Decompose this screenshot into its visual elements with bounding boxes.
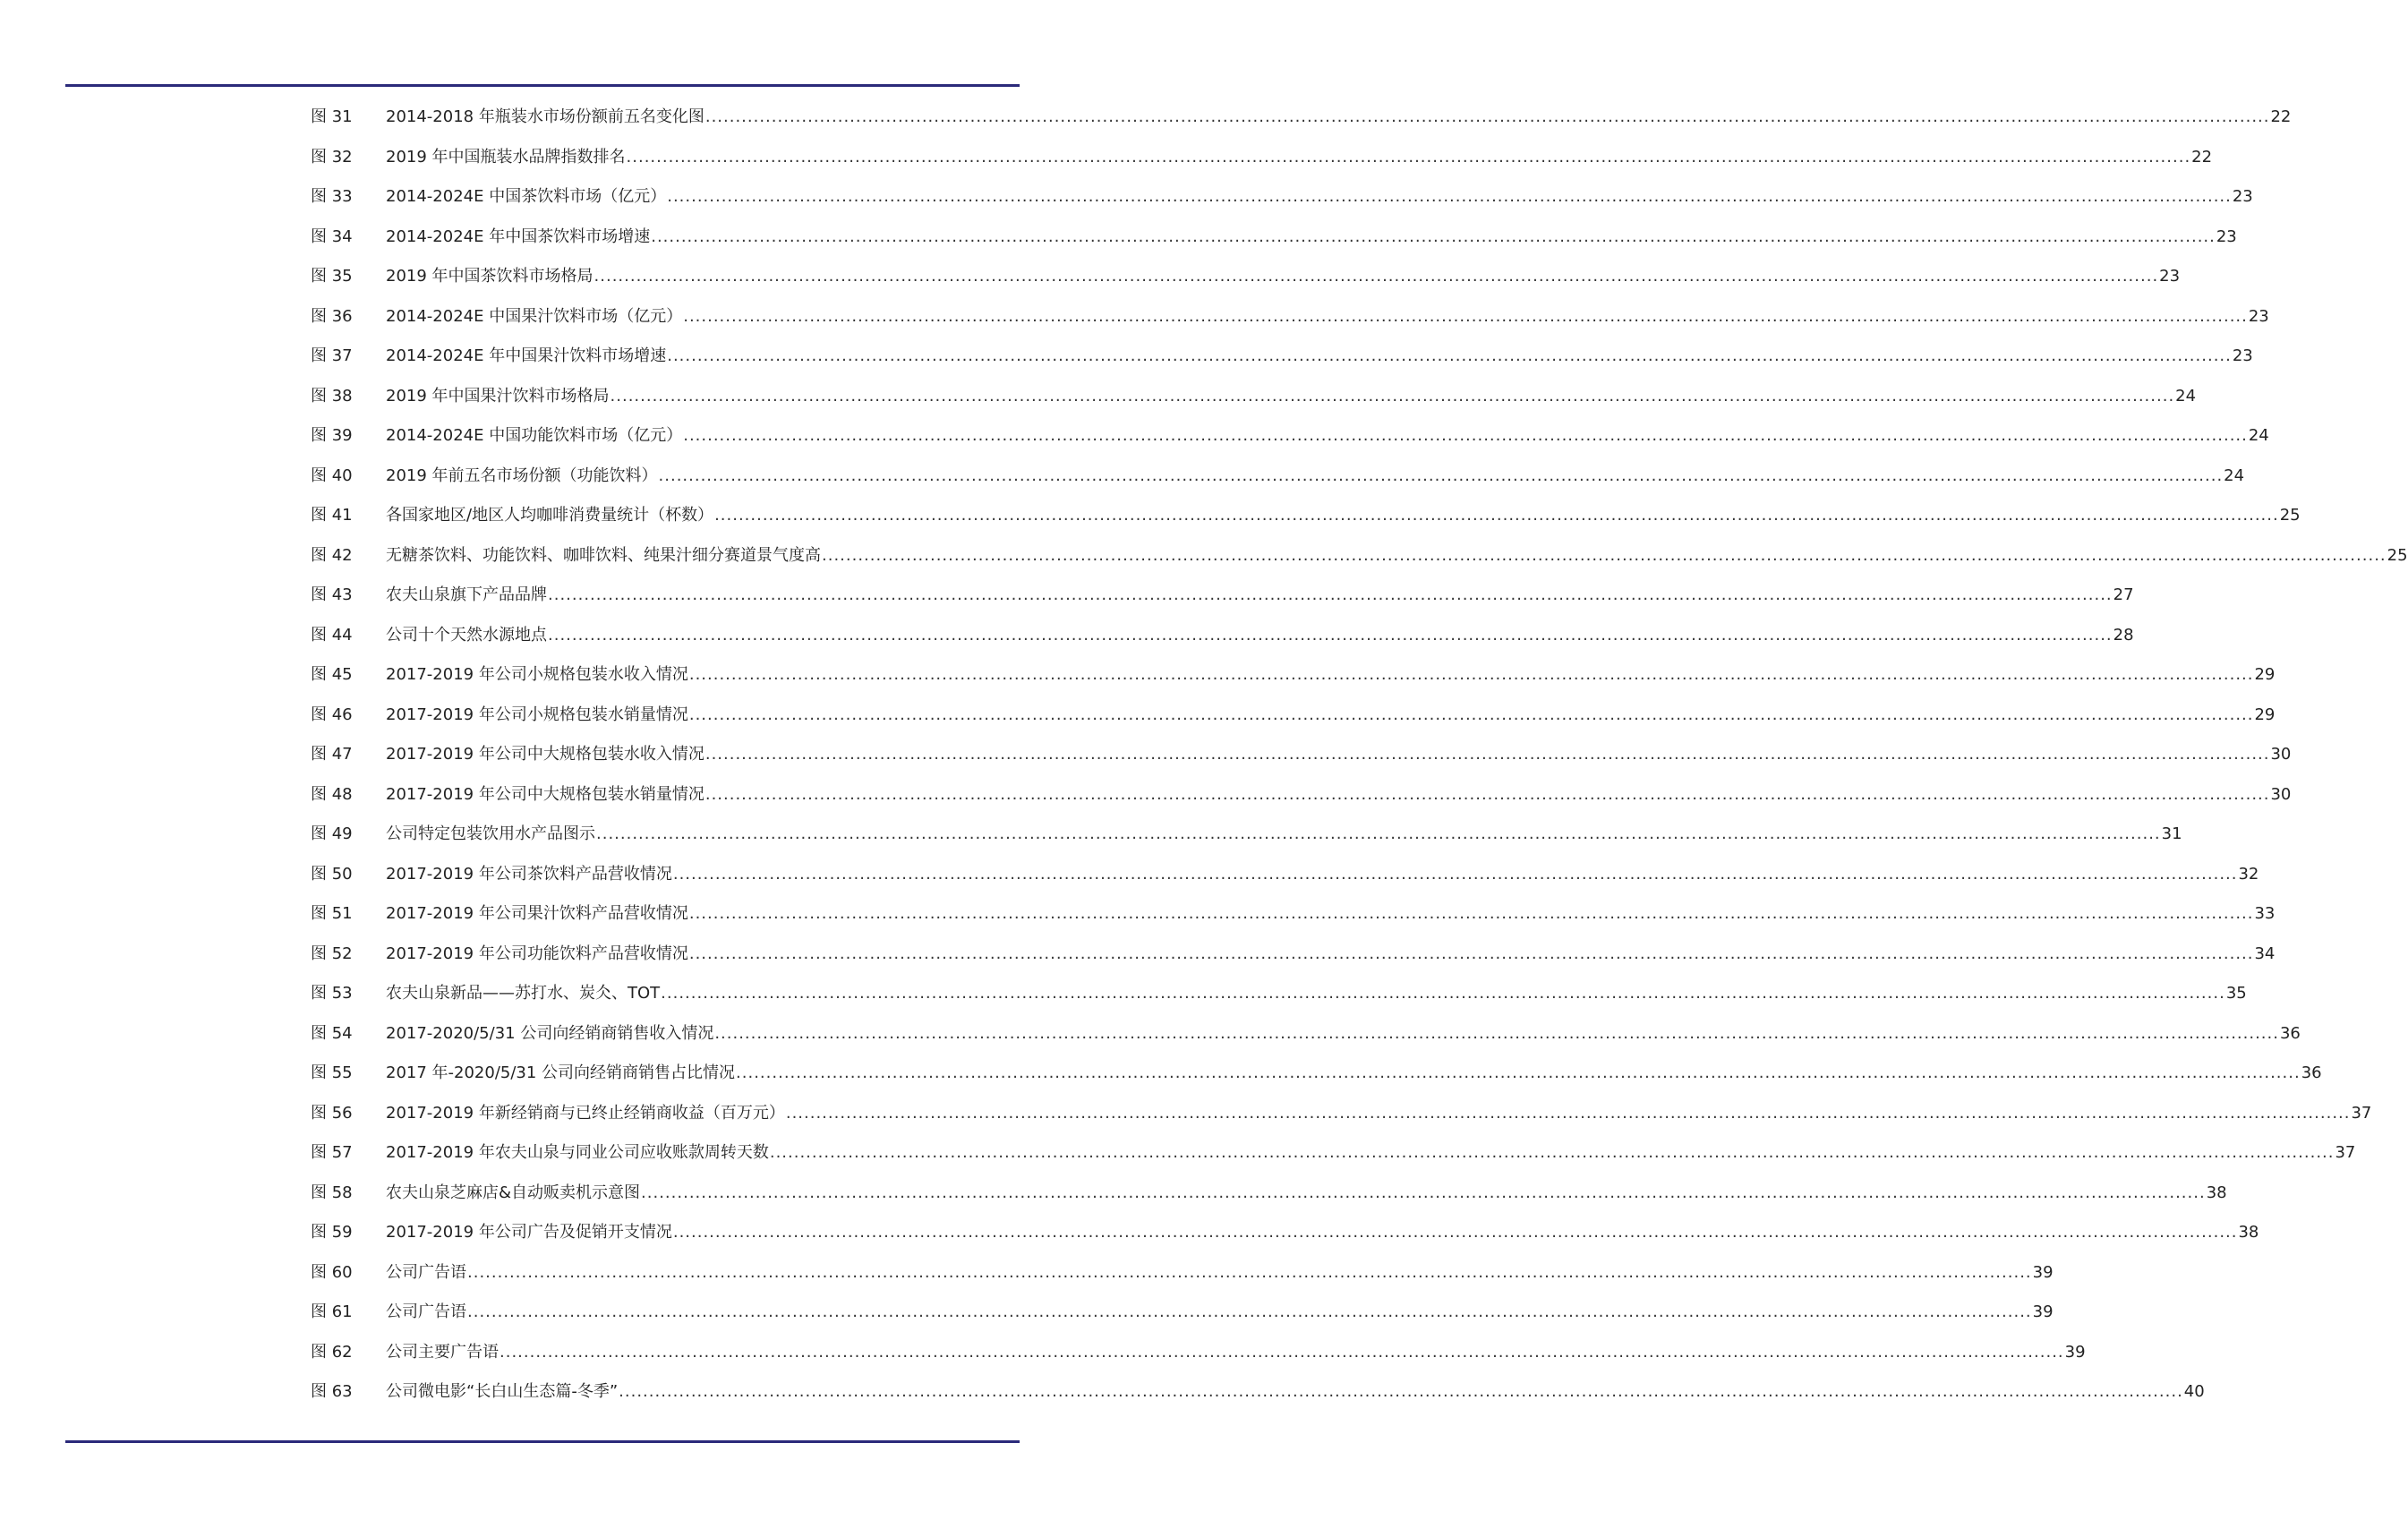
page-number: 24: [2248, 426, 2269, 445]
dot-leader: [547, 616, 2113, 656]
dot-leader: [713, 496, 2280, 536]
toc-entry[interactable]: [311, 377, 2197, 417]
dot-leader: [769, 1133, 2335, 1174]
dot-leader: [785, 1094, 2352, 1134]
page-number: 25: [2279, 506, 2301, 525]
toc-entry[interactable]: [311, 1213, 2259, 1253]
page-number: 23: [2159, 267, 2181, 286]
figure-title: 2019 年前五名市场份额（功能饮料）: [386, 465, 658, 485]
toc-entry[interactable]: [311, 257, 2181, 297]
toc-entry[interactable]: [311, 177, 2253, 218]
page-number: 37: [2335, 1143, 2356, 1162]
page-number: 39: [2032, 1262, 2054, 1282]
dot-leader: [704, 735, 2271, 775]
figure-number: 图 52: [311, 944, 353, 963]
figure-title: 2017-2019 年新经销商与已终止经销商收益（百万元）: [386, 1103, 785, 1123]
figure-number: 图 50: [311, 864, 353, 884]
toc-entry[interactable]: [311, 416, 2269, 457]
figure-number: 图 57: [311, 1143, 353, 1162]
dot-leader: [595, 815, 2162, 855]
dot-leader: [547, 576, 2113, 616]
toc-entry[interactable]: [311, 935, 2276, 975]
figure-number: 图 36: [311, 306, 353, 326]
figure-title: 公司主要广告语: [386, 1342, 499, 1362]
figure-number: 图 49: [311, 824, 353, 843]
page-number: 39: [2064, 1342, 2086, 1362]
figure-title: 农夫山泉新品——苏打水、炭仌、TOT: [386, 984, 661, 1003]
page-number: 38: [2238, 1223, 2259, 1242]
figure-title: 农夫山泉旗下产品品牌: [386, 585, 547, 604]
figure-title: 2017-2019 年公司果汁饮料产品营收情况: [386, 904, 688, 923]
dot-leader: [666, 337, 2233, 377]
toc-entry[interactable]: [311, 1054, 2322, 1094]
toc-entry[interactable]: [311, 1293, 2054, 1333]
figure-number: 图 32: [311, 147, 353, 167]
toc-entry[interactable]: [311, 337, 2253, 377]
dot-leader: [688, 894, 2255, 935]
figure-title: 2017 年-2020/5/31 公司向经销商销售占比情况: [386, 1063, 736, 1082]
figure-title: 2017-2019 年公司中大规格包装水销量情况: [386, 784, 704, 804]
page-number: 23: [2232, 187, 2253, 206]
figure-number: 图 62: [311, 1342, 353, 1362]
page-number: 38: [2206, 1183, 2227, 1202]
toc-entry[interactable]: [311, 297, 2269, 337]
page-number: 29: [2254, 704, 2276, 724]
figure-title: 公司广告语: [386, 1302, 466, 1321]
figure-number: 图 47: [311, 745, 353, 764]
toc-entry[interactable]: [311, 1174, 2227, 1214]
header-rule: [65, 84, 1020, 87]
figure-title: 2017-2019 年公司小规格包装水销量情况: [386, 704, 688, 724]
dot-leader: [672, 1213, 2239, 1253]
page-number: 40: [2183, 1382, 2205, 1401]
figure-number: 图 35: [311, 267, 353, 286]
figure-number: 图 54: [311, 1023, 353, 1043]
figure-number: 图 48: [311, 784, 353, 804]
dot-leader: [650, 218, 2216, 258]
page-number: 39: [2032, 1302, 2054, 1321]
figure-number: 图 38: [311, 386, 353, 406]
toc-entry[interactable]: [311, 1253, 2054, 1294]
dot-leader: [672, 855, 2239, 895]
figure-title: 2014-2024E 年中国果汁饮料市场增速: [386, 346, 667, 365]
figure-number: 图 31: [311, 107, 353, 126]
toc-entry[interactable]: [311, 775, 2292, 816]
page-number: 34: [2254, 944, 2276, 963]
figure-title: 2014-2024E 中国功能饮料市场（亿元）: [386, 426, 683, 445]
dot-leader: [666, 177, 2233, 218]
figure-number: 图 42: [311, 545, 353, 565]
figure-title: 2017-2020/5/31 公司向经销商销售收入情况: [386, 1023, 714, 1043]
dot-leader: [640, 1174, 2207, 1214]
figure-number: 图 43: [311, 585, 353, 604]
figure-number: 图 58: [311, 1183, 353, 1202]
toc-entry[interactable]: [311, 1094, 2372, 1134]
figure-title: 2019 年中国果汁饮料市场格局: [386, 386, 610, 406]
page-number: 24: [2175, 386, 2197, 406]
figure-title: 2014-2024E 年中国茶饮料市场增速: [386, 226, 651, 246]
dot-leader: [713, 1014, 2280, 1055]
figure-number: 图 51: [311, 904, 353, 923]
page-number: 23: [2232, 346, 2253, 365]
toc-entry[interactable]: [311, 1372, 2205, 1413]
dot-leader: [704, 775, 2271, 816]
page-number: 32: [2238, 864, 2259, 884]
page-number: 30: [2270, 745, 2292, 764]
figure-title: 2017-2019 年农夫山泉与同业公司应收账款周转天数: [386, 1143, 769, 1162]
figure-number: 图 46: [311, 704, 353, 724]
figure-number: 图 53: [311, 984, 353, 1003]
footer-rule: [65, 1440, 1020, 1443]
figure-number: 图 34: [311, 226, 353, 246]
page-number: 36: [2301, 1063, 2322, 1082]
page-number: 24: [2224, 465, 2245, 485]
figure-list: [311, 98, 2408, 1413]
toc-entry[interactable]: [311, 616, 2134, 656]
figure-title: 2019 年中国茶饮料市场格局: [386, 267, 593, 286]
figure-title: 公司特定包装饮用水产品图示: [386, 824, 595, 843]
dot-leader: [466, 1253, 2033, 1294]
page-number: 30: [2270, 784, 2292, 804]
figure-number: 图 55: [311, 1063, 353, 1082]
figure-title: 无糖茶饮料、功能饮料、咖啡饮料、纯果汁细分赛道景气度高: [386, 545, 821, 565]
toc-entry[interactable]: [311, 457, 2245, 497]
dot-leader: [610, 377, 2176, 417]
page-number: 31: [2161, 824, 2182, 843]
toc-entry[interactable]: [311, 1014, 2301, 1055]
toc-entry[interactable]: [311, 655, 2276, 696]
page-number: 23: [2248, 306, 2269, 326]
toc-entry[interactable]: [311, 894, 2276, 935]
dot-leader: [499, 1333, 2065, 1373]
page-number: 22: [2270, 107, 2292, 126]
page-number: 23: [2216, 226, 2237, 246]
figure-title: 2019 年中国瓶装水品牌指数排名: [386, 147, 626, 167]
page-number: 22: [2191, 147, 2213, 167]
page-number: 25: [2387, 545, 2408, 565]
figure-number: 图 40: [311, 465, 353, 485]
figure-title: 各国家地区/地区人均咖啡消费量统计（杯数）: [386, 506, 714, 525]
figure-title: 2017-2019 年公司茶饮料产品营收情况: [386, 864, 672, 884]
page-number: 28: [2113, 625, 2134, 645]
toc-entry[interactable]: [311, 536, 2408, 576]
toc-entry[interactable]: [311, 696, 2276, 736]
figure-title: 公司广告语: [386, 1262, 466, 1282]
toc-entry[interactable]: [311, 815, 2182, 855]
toc-entry[interactable]: [311, 576, 2134, 616]
toc-entry[interactable]: [311, 138, 2213, 178]
dot-leader: [688, 655, 2255, 696]
figure-title: 农夫山泉芝麻店&自动贩卖机示意图: [386, 1183, 641, 1202]
figure-number: 图 37: [311, 346, 353, 365]
dot-leader: [658, 457, 2224, 497]
toc-entry[interactable]: [311, 98, 2292, 138]
figure-number: 图 33: [311, 187, 353, 206]
dot-leader: [660, 974, 2226, 1014]
page-number: 35: [2225, 984, 2247, 1003]
toc-entry[interactable]: [311, 855, 2259, 895]
figure-title: 2017-2019 年公司中大规格包装水收入情况: [386, 745, 704, 764]
page-number: 27: [2113, 585, 2134, 604]
dot-leader: [821, 536, 2387, 576]
figure-number: 图 61: [311, 1302, 353, 1321]
dot-leader: [466, 1293, 2033, 1333]
figure-title: 公司微电影“长白山生态篇-冬季”: [386, 1382, 619, 1401]
dot-leader: [618, 1372, 2184, 1413]
figure-title: 公司十个天然水源地点: [386, 625, 547, 645]
figure-title: 2017-2019 年公司广告及促销开支情况: [386, 1223, 672, 1242]
dot-leader: [704, 98, 2271, 138]
page-number: 37: [2351, 1103, 2372, 1123]
page-number: 36: [2279, 1023, 2301, 1043]
dot-leader: [593, 257, 2160, 297]
toc-entry[interactable]: [311, 974, 2247, 1014]
toc-entry[interactable]: [311, 1133, 2356, 1174]
dot-leader: [682, 297, 2249, 337]
toc-entry[interactable]: [311, 218, 2237, 258]
toc-entry[interactable]: [311, 1333, 2086, 1373]
toc-entry[interactable]: [311, 735, 2292, 775]
page-number: 33: [2254, 904, 2276, 923]
dot-leader: [688, 696, 2255, 736]
page-number: 29: [2254, 665, 2276, 684]
figure-number: 图 56: [311, 1103, 353, 1123]
figure-number: 图 44: [311, 625, 353, 645]
toc-entry[interactable]: [311, 496, 2301, 536]
figure-number: 图 59: [311, 1223, 353, 1242]
dot-leader: [688, 935, 2255, 975]
figure-title: 2014-2018 年瓶装水市场份额前五名变化图: [386, 107, 704, 126]
dot-leader: [682, 416, 2249, 457]
figure-title: 2014-2024E 中国茶饮料市场（亿元）: [386, 187, 667, 206]
figure-number: 图 63: [311, 1382, 353, 1401]
figure-number: 图 41: [311, 506, 353, 525]
figure-number: 图 39: [311, 426, 353, 445]
figure-number: 图 60: [311, 1262, 353, 1282]
figure-number: 图 45: [311, 665, 353, 684]
figure-title: 2017-2019 年公司小规格包装水收入情况: [386, 665, 688, 684]
figure-title: 2014-2024E 中国果汁饮料市场（亿元）: [386, 306, 683, 326]
dot-leader: [735, 1054, 2301, 1094]
figure-title: 2017-2019 年公司功能饮料产品营收情况: [386, 944, 688, 963]
dot-leader: [626, 138, 2192, 178]
